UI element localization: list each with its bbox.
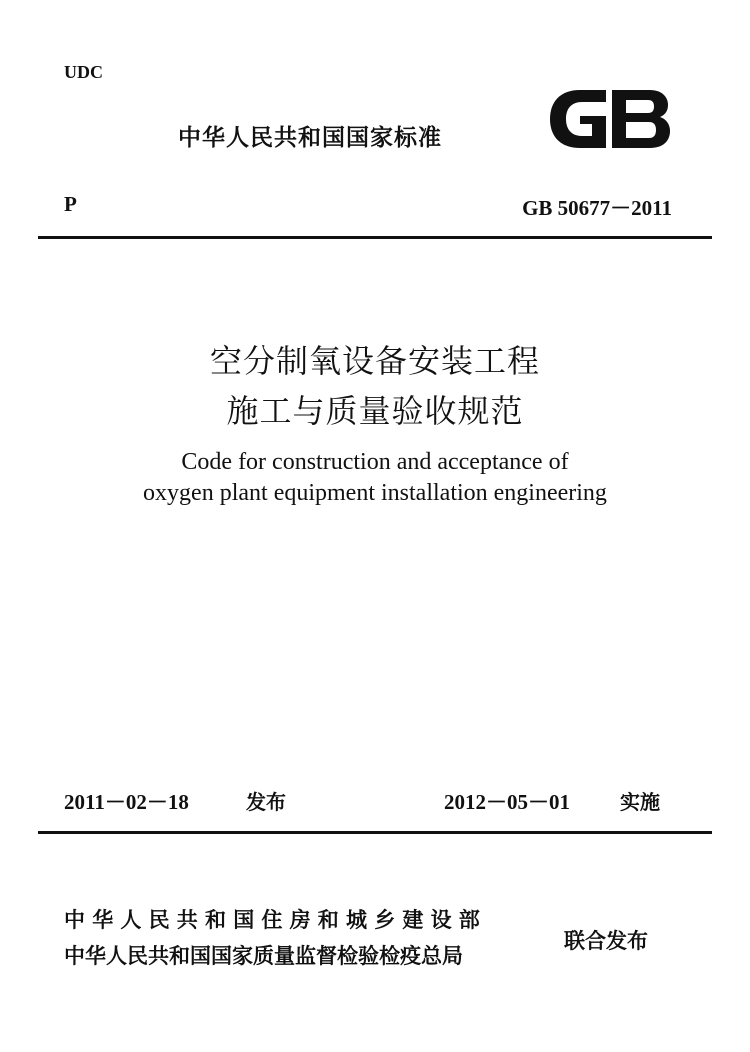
standard-name: 中华人民共和国国家标准 [178,125,442,151]
gb-logo [546,88,672,150]
title-en-line2: oxygen plant equipment installation engineering [143,480,607,506]
standard-code: GB 50677－2011 [522,196,672,220]
publisher-line2: 中华人民共和国国家质量监督检验检疫总局 [64,944,463,968]
bottom-rule [38,831,712,834]
classification-code: P [64,192,77,216]
title-cn-line1: 空分制氧设备安装工程 [209,342,540,380]
issue-date: 2011－02－18 [64,790,189,814]
joint-publish-label: 联合发布 [564,929,648,953]
implement-label: 实施 [620,790,660,814]
issue-label: 发布 [246,790,286,814]
publisher-line1: 中华人民共和国住房和城乡建设部 [64,908,487,932]
title-en-line1: Code for construction and acceptance of [181,449,569,475]
top-rule [38,236,712,239]
title-cn-line2: 施工与质量验收规范 [226,392,524,430]
udc-label: UDC [64,62,103,82]
implement-date: 2012－05－01 [444,790,570,814]
